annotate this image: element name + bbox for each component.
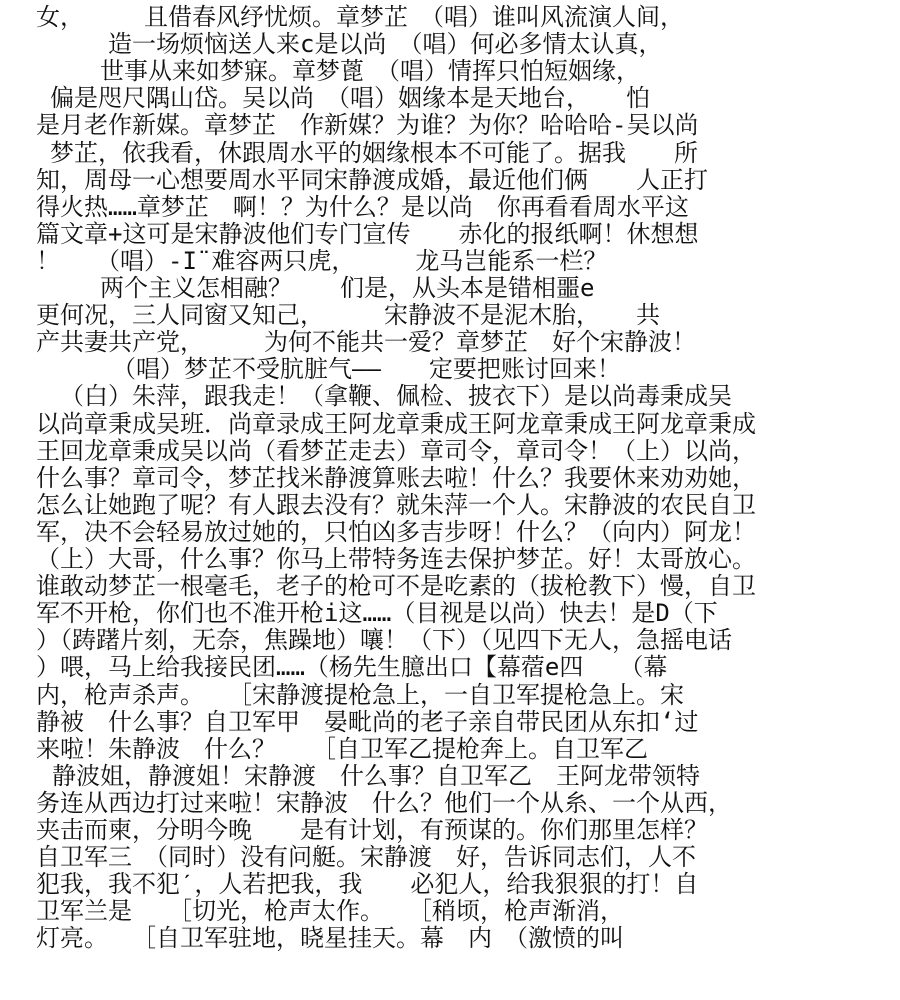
text-line: 两个主义怎相融？ 们是，从头本是错相噩e xyxy=(76,274,595,302)
text-line: 什么事？章司令，梦芷找米静渡算账去啦！什么？我要休来劝劝她， xyxy=(36,463,756,492)
text-line: 内，枪声杀声。 ［宋静渡提枪急上，一自卫军提枪急上。宋 xyxy=(36,680,684,709)
text-line: 军不开枪，你们也不准开枪i这……（目视是以尚）快去！是D（下 xyxy=(36,599,718,628)
text-line: 女， 且借春风纾忧烦。章梦芷 （唱）谁叫风流演人间， xyxy=(36,3,684,31)
text-line: 梦芷，依我看，休跟周水平的姻缘根本不可能了。据我 所 xyxy=(50,138,698,167)
text-line: 产共妻共产党， 为何不能共一爱？章梦芷 好个宋静波！ xyxy=(36,328,696,357)
text-line: 军，决不会轻易放过她的，只怕凶多吉步呀！什么？（向内）阿龙！ xyxy=(36,517,756,546)
text-line: 务连从西边打过来啦！宋静波 什么？他们一个从糸、一个从西， xyxy=(36,788,732,817)
text-line: 世事从来如梦寐。章梦蓖 （唱）情挥只怕短姻缘， xyxy=(76,57,640,86)
text-line: 知，周母一心想要周水平同宋静渡成婚，最近他们俩 人正打 xyxy=(36,165,708,194)
text-line: 卫军兰是 ［切光，枪声太作。 ［稍顷，枪声渐消， xyxy=(36,897,624,926)
text-line: 夹击而柬，分明今晚 是有计划，有预谋的。你们那里怎样？ xyxy=(36,816,708,844)
text-line: 得火热……章梦芷 啊！？为什么？是以尚 你再看看周水平这 xyxy=(36,192,689,221)
text-line: ）喂，马上给我接民团……（杨先生臆出口【幕蓿e四 （幕 xyxy=(36,653,668,682)
text-line: 怎么让她跑了呢？有人跟去没有？就朱萍一个人。宋静波的农民自卫 xyxy=(36,490,756,519)
text-line: ）（踌躇片刻，无奈，焦躁地）嚷！（下）（见四下无人，急摇电话 xyxy=(36,626,732,655)
text-line: 静被 什么事？自卫军甲 晏毗尚的老子亲自带民团从东扣‘过 xyxy=(36,707,699,736)
text-line: 谁敢动梦芷一根毫毛，老子的枪可不是吃素的（拔枪教下）慢，自卫 xyxy=(36,572,756,601)
text-line: 造一场烦恼送人来c是以尚 （唱）何必多情太认真， xyxy=(60,30,663,59)
text-line: （上）大哥，什么事？你马上带特务连去保护梦芷。好！太哥放心。 xyxy=(36,545,756,573)
text-line: 自卫军三 （同时）没有问艇。宋静渡 好，告诉同志们，人不 xyxy=(36,843,696,872)
text-line: （白）朱萍，跟我走！（拿鞭、佩检、披衣下）是以尚毒秉成吴 xyxy=(48,382,732,411)
text-line: ！ （唱）-I¨难容两只虎， 龙马岂能系一栏？ xyxy=(36,246,608,275)
text-line: 偏是咫尺隅山岱。吴以尚 （唱）姻缘本是天地台， 怕 xyxy=(50,84,650,113)
text-line: 以尚章秉成吴班．尚章录成王阿龙章秉成王阿龙章秉成王阿龙章秉成 xyxy=(36,409,756,438)
text-line: （唱）梦芷不受肮脏气—— 定要把账讨回来！ xyxy=(76,355,621,384)
text-line: 来啦！朱静波 什么？ ［自卫军乙提枪奔上。自卫军乙 xyxy=(36,734,648,763)
text-line: 静波姐，静渡姐！宋静渡 什么事？自卫军乙 王阿龙带领特 xyxy=(52,761,700,790)
text-line: 犯我，我不犯ˊ，人若把我，我 必犯人，给我狠狠的打！自 xyxy=(36,870,699,899)
text-line: 灯亮。 ［自卫军驻地，晓星挂天。幕 内 （激愤的叫 xyxy=(36,924,624,953)
text-line: 篇文章+这可是宋静波他们专门宣传 赤化的报纸啊！休想想 xyxy=(36,219,699,248)
text-line: 是月老作新媒。章梦芷 作新媒？为谁？为你？哈哈哈-吴以尚 xyxy=(36,111,699,140)
text-line: 更何况，三人同窗又知己， 宋静波不是泥木胎， 共 xyxy=(36,301,660,330)
text-line: 王回龙章秉成吴以尚（看梦芷走去）章司令，章司令！（上）以尚， xyxy=(36,436,756,465)
